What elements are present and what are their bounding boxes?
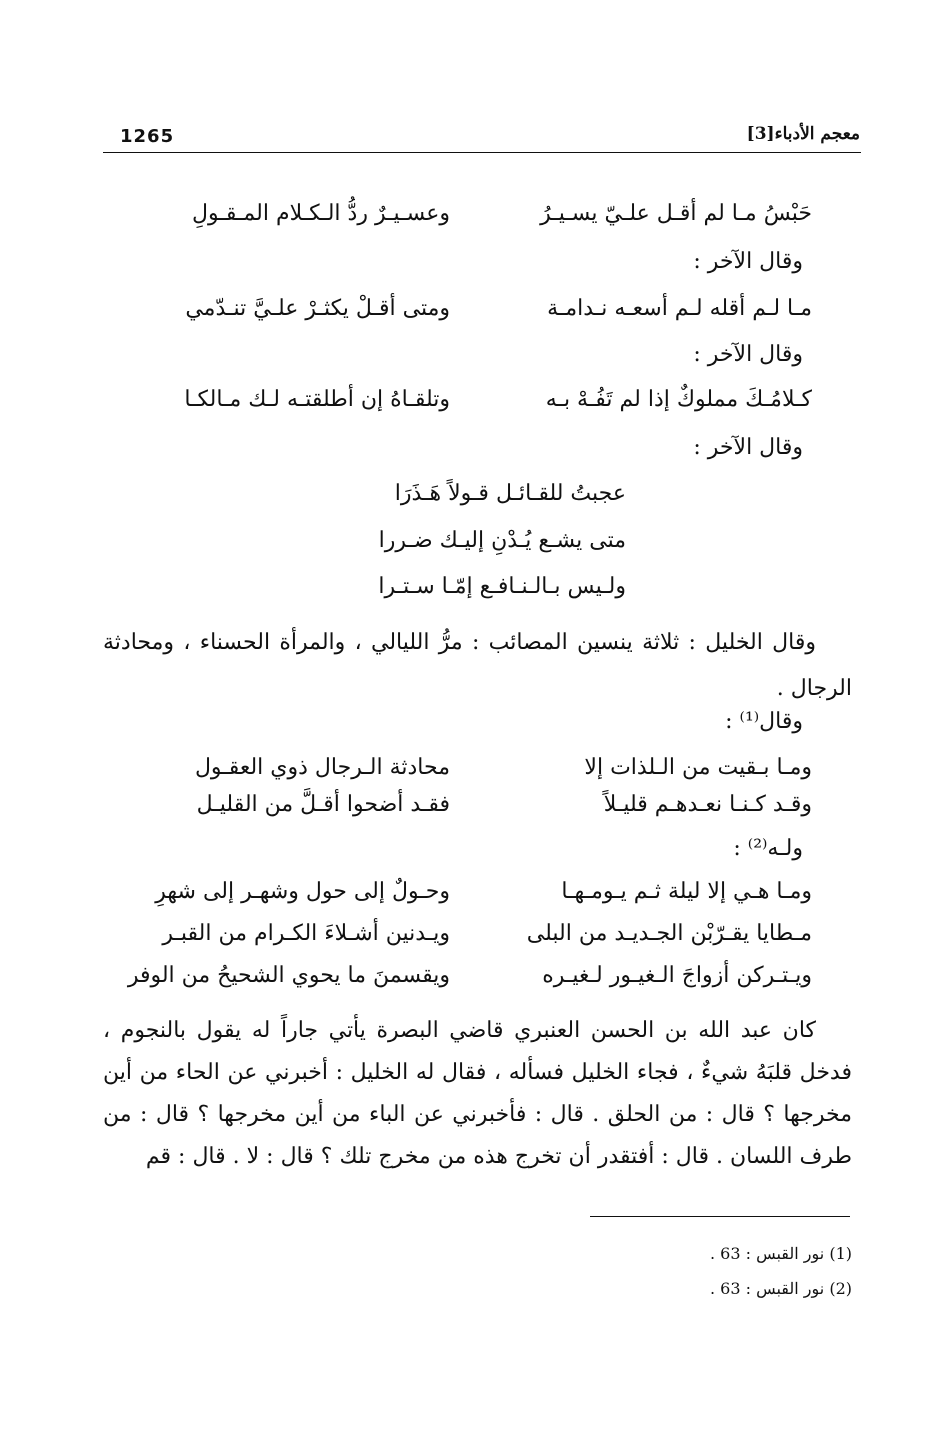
verse-7-hemistich-1: مـطايا يقـرّبْن الجـديـد من البلى [526, 921, 812, 946]
centered-verse-2: متى يشـع يُـدْنِ إليـك ضـررا [378, 528, 626, 553]
verse-8-hemistich-1: ويـتـركن أزواجَ الـغيـور لـغيـره [542, 963, 812, 988]
verse-2-hemistich-1: مـا لـم أقله لـم أسعـه نـدامـة [547, 296, 812, 321]
footnote-1: (1) نور القبس : 63 . [709, 1244, 852, 1263]
header-rule [103, 152, 861, 153]
intro-line: ولـه⁽²⁾ : [733, 836, 803, 861]
verse-5-hemistich-1: وقـد كـنـا نعـدهـم قليـلاً [603, 792, 812, 817]
verse-4-hemistich-1: ومـا بـقيت من الـلذات إلا [584, 755, 812, 780]
verse-5-hemistich-2: فقـد أضحوا أقـلَّ من القليـل [196, 792, 450, 817]
verse-3-hemistich-1: كـلامُـكَ مملوكٌ إذا لم تَفُـهْ بـه [545, 387, 812, 412]
verse-7-hemistich-2: ويـدنين أشـلاءَ الكـرام من القبـر [162, 921, 450, 946]
footnote-rule [590, 1216, 850, 1217]
verse-4-hemistich-2: محادثة الـرجال ذوي العقـول [194, 755, 450, 780]
verse-6-hemistich-1: ومـا هـي إلا ليلة ثـم يـومـهـا [561, 879, 812, 904]
book-title: معجم الأدباء[3] [746, 124, 860, 144]
footnote-2: (2) نور القبس : 63 . [709, 1279, 852, 1298]
verse-1-hemistich-2: وعسـيـرٌ ردُّ الـكـلام المـقـولِ [192, 201, 450, 226]
page-number: 1265 [120, 126, 175, 147]
verse-6-hemistich-2: وحـولٌ إلى حول وشهـر إلى شهرِ [155, 879, 450, 904]
intro-line: وقال الآخر : [693, 435, 803, 460]
prose-paragraph: كان عبد الله بن الحسن العنبري قاضي البصرة يأتي جاراً له يقول بالنجوم ، فدخل قلبَهُ شيءٌ ، فجاء الخليل فسأله ، فقال له الخليل : أخبرني عن الحاء من أين مخرجها ؟ قال : من الحلق . قال : فأخبرني عن الباء من أين مخرجها ؟ قال : من طرف اللسان . قال : أفتقدر أن تخرج هذه من مخرج تلك ؟ قال : لا . قال : قم [103, 1018, 852, 1169]
verse-8-hemistich-2: ويقسمنَ ما يحوي الشحيحُ من الوفر [127, 963, 450, 988]
verse-1-hemistich-1: حَبْسُ مـا لم أقـل علـيّ يسـيـرُ [540, 201, 812, 226]
verse-2-hemistich-2: ومتى أقـلْ يكثـرْ علـيَّ تنـدّمي [185, 296, 450, 321]
intro-line: وقال الآخر : [693, 342, 803, 367]
verse-3-hemistich-2: وتلقـاهُ إن أطلقتـه لـك مـالكـا [184, 387, 450, 412]
intro-line: وقال الآخر : [693, 249, 803, 274]
intro-line: وقال⁽¹⁾ : [725, 709, 803, 734]
centered-verse-3: ولـيس بـالـنـافـع إمّـا سـتـرا [378, 574, 626, 599]
centered-verse-1: عجبتُ للقـائـل قـولاً هَـذَرَا [394, 481, 626, 506]
khalil-paragraph: وقال الخليل : ثلاثة ينسين المصائب : مرُّ الليالي ، والمرأة الحسناء ، ومحادثة الرجال . [103, 630, 852, 701]
